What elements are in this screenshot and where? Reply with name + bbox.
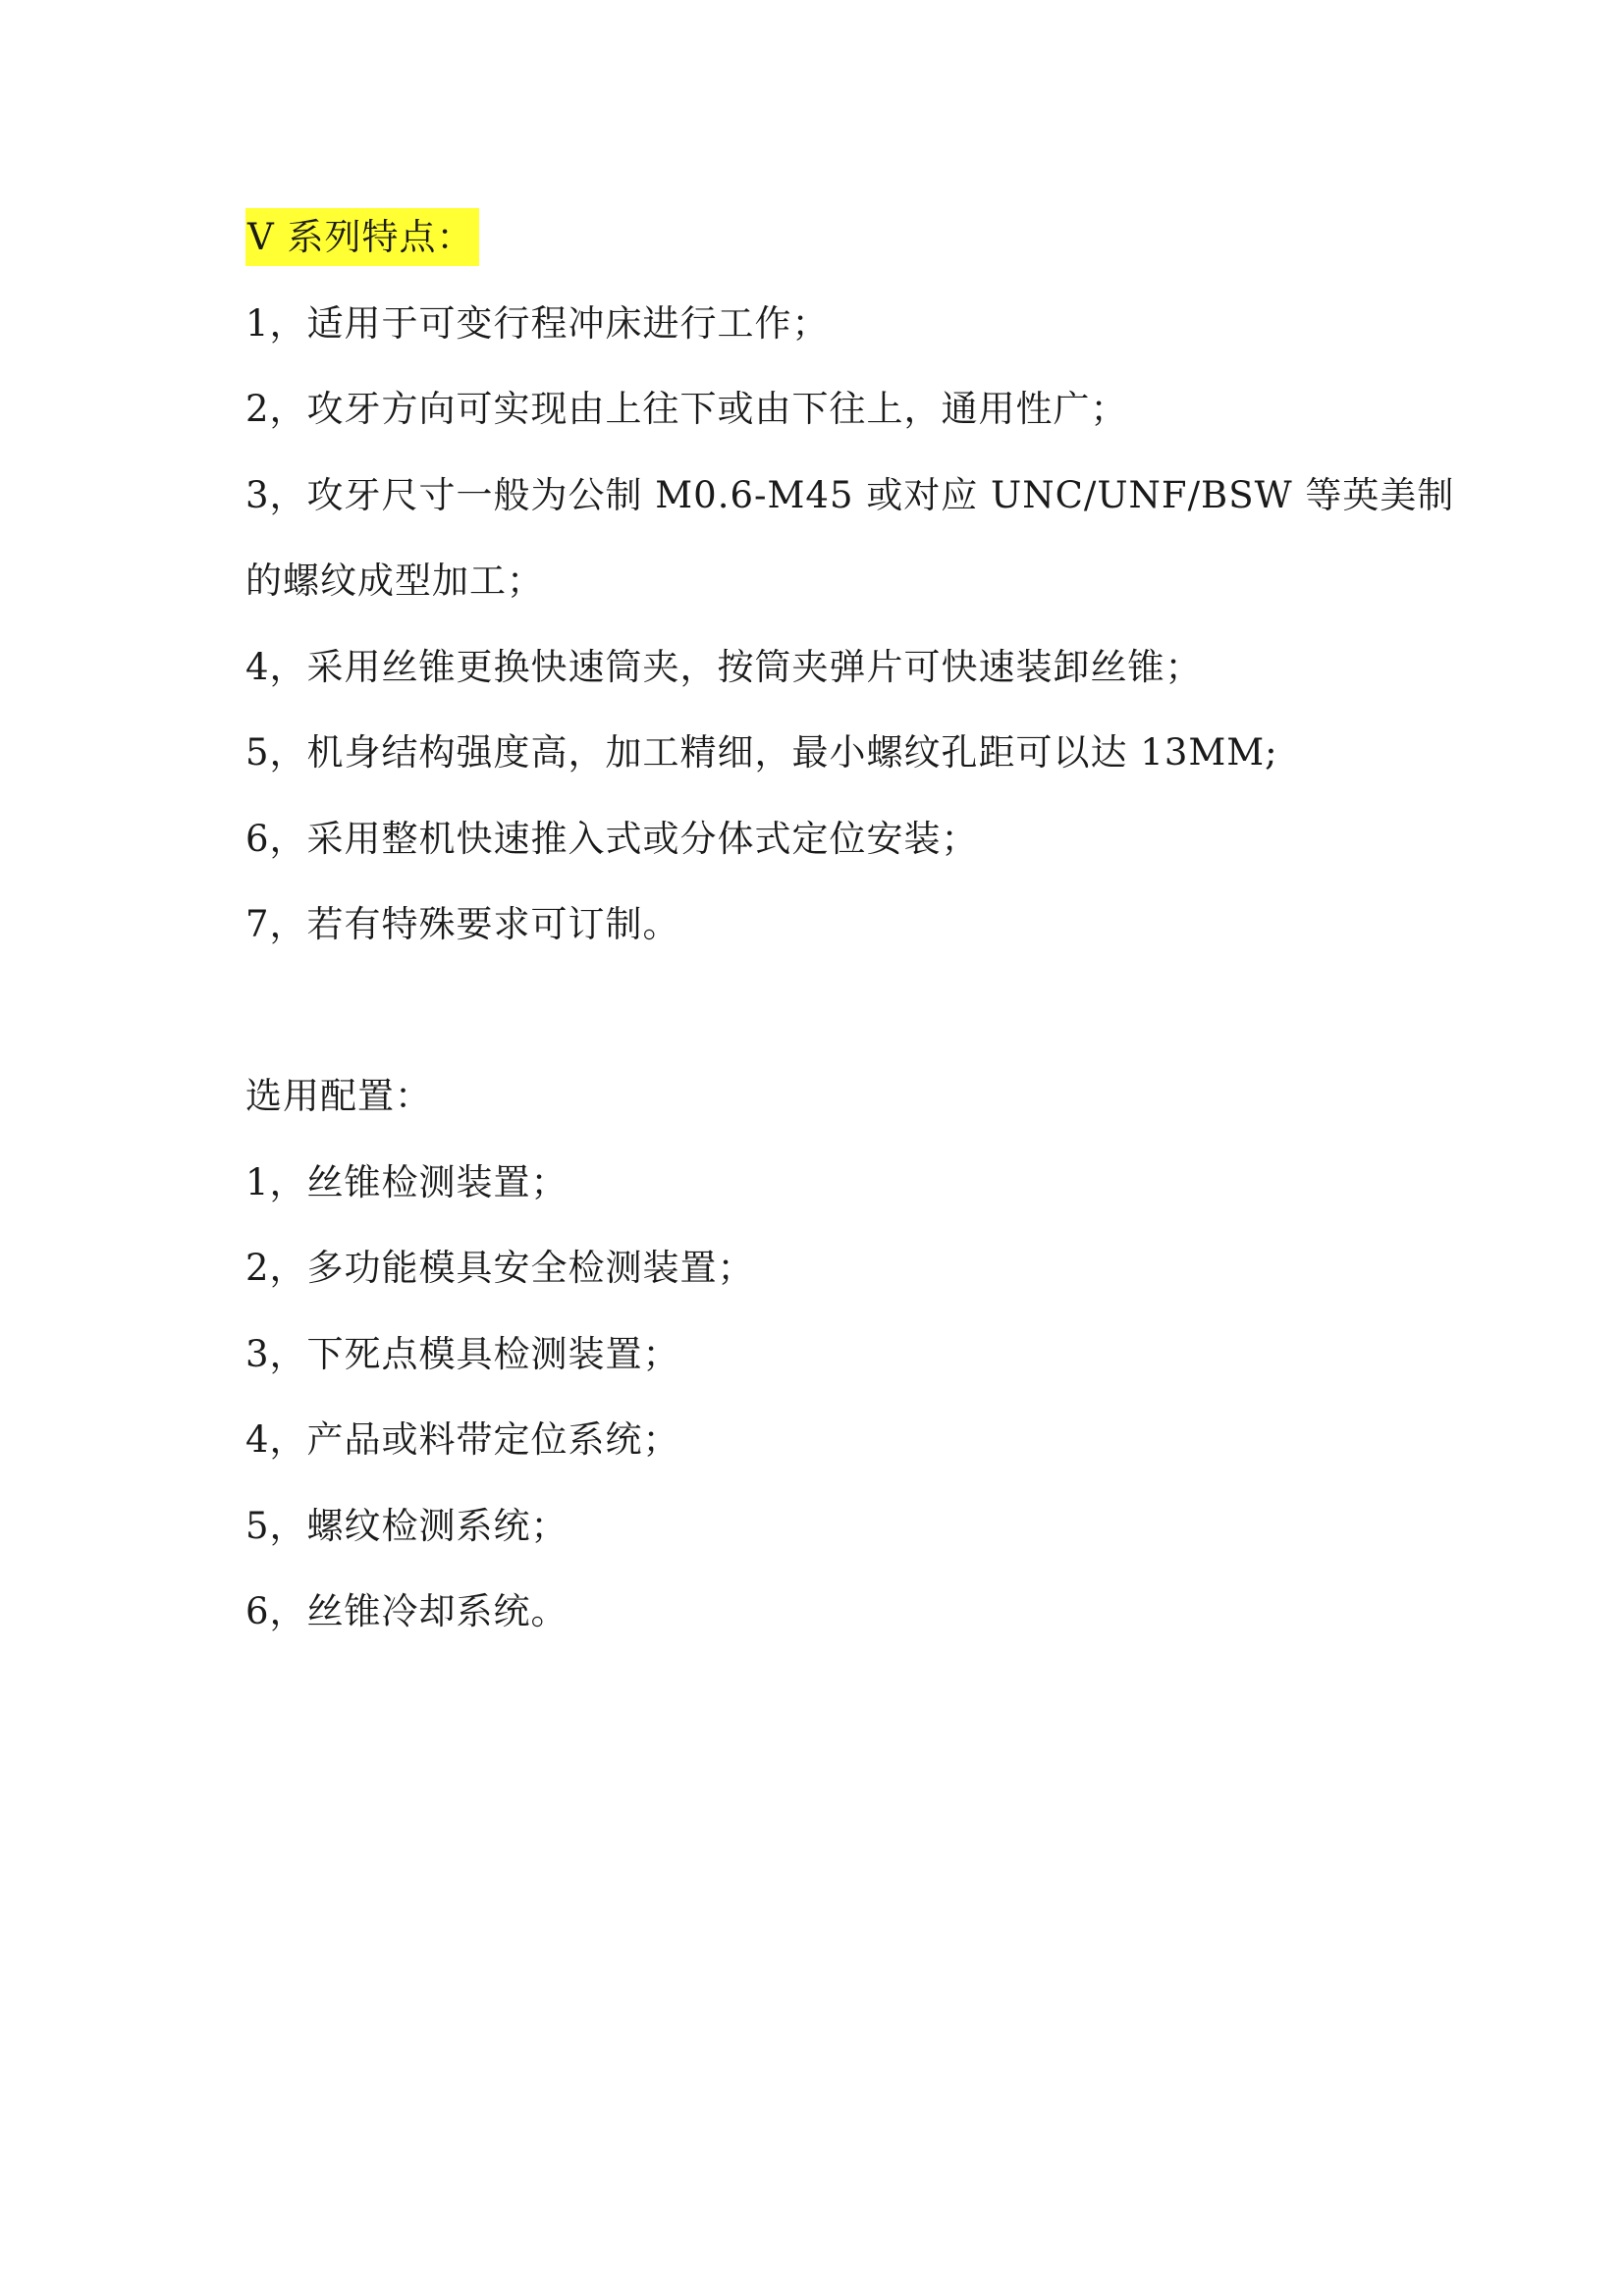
feature-line-1: 1，适用于可变行程冲床进行工作；: [245, 301, 830, 345]
section-spacer: [245, 968, 1404, 1054]
feature-line-3-continued: 的螺纹成型加工；: [245, 560, 544, 602]
feature-line-5: 5，机身结构强度高，加工精细，最小螺纹孔距可以达 13MM;: [245, 731, 1278, 774]
feature-line-7: 7，若有特殊要求可订制。: [245, 903, 680, 945]
options-heading: 选用配置：: [245, 1075, 432, 1117]
option-line-1: 1，丝锥检测装置；: [245, 1160, 568, 1203]
section-features: [245, 194, 1404, 281]
feature-line-4: 4，采用丝锥更换快速筒夹，按筒夹弹片可快速装卸丝锥；: [245, 645, 1203, 688]
option-line-4: 4，产品或料带定位系统；: [245, 1418, 680, 1461]
option-line-5: 5，螺纹检测系统；: [245, 1504, 568, 1547]
feature-line-3: 3，攻牙尺寸一般为公制 M0.6-M45 或对应 UNC/UNF/BSW 等英美制: [245, 473, 1455, 516]
features-heading: V 系列特点：: [245, 208, 479, 266]
option-line-6: 6，丝锥冷却系统。: [245, 1590, 568, 1632]
feature-line-2: 2，攻牙方向可实现由上往下或由下往上，通用性广；: [245, 388, 1128, 430]
document-body: [245, 194, 1455, 1655]
feature-line-6: 6，采用整机快速推入式或分体式定位安装；: [245, 817, 979, 860]
option-line-2: 2，多功能模具安全检测装置；: [245, 1247, 755, 1289]
option-line-3: 3，下死点模具检测装置；: [245, 1332, 680, 1375]
